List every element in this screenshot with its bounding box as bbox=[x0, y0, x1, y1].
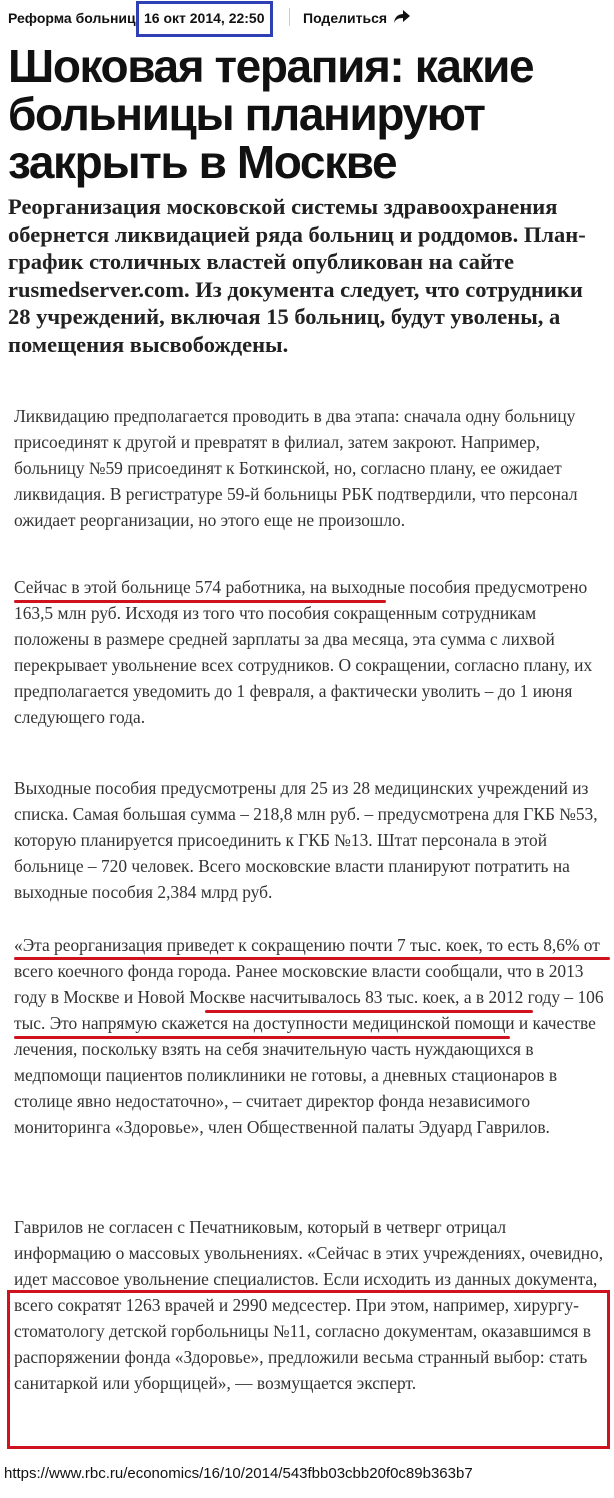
red-underline bbox=[205, 1010, 533, 1013]
article-meta-bar bbox=[6, 0, 606, 36]
article-lead: Реорганизация московской системы здравоохранения обернется ликвидацией ряда больниц и роддомов. План-график столичных властей опубликован на сайте rusmedserver.com. Из документа следует, что сотрудники 28 учреждений, включая 15 больниц, будут уволены, а помещения высвобождены. bbox=[8, 194, 586, 357]
rubric-link[interactable]: Реформа больниц bbox=[8, 10, 136, 26]
share-arrow-icon[interactable] bbox=[393, 7, 411, 25]
article-paragraph: «Эта реорганизация приведет к сокращению почти 7 тыс. коек, то есть 8,6% от всего коечного фонда города. Ранее московские власти сообщали, что в 2013 году в Москве и Новой Москве насчитывалось 83 тыс. коек, а в 2012 году – 106 тыс. Это напрямую скажется на доступности медицинской помощи и качестве лечения, поскольку взять на себя значительную часть нуждающихся в медпомощи пациентов поликлиники не готовы, а дневных стационаров в столице явно недостаточно», – считает директор фонда независимого мониторинга «Здоровье», член Общественной палаты Эдуард Гаврилов. bbox=[14, 935, 604, 1137]
article-paragraph: Сейчас в этой больнице 574 работника, на выходные пособия предусмотрено 163,5 млн руб. Исходя из того что пособия сокращенным сотрудникам положены в размере средней зарплаты за два месяца, эта сумма с лихвой перекрывает увольнение всех сотрудников. О сокращении, согласно плану, их предполагается уведомить до 1 февраля, а фактически уволить – до 1 июня следующего года. bbox=[14, 577, 593, 727]
publication-date: 16 окт 2014, 22:50 bbox=[144, 10, 265, 26]
article-paragraph: Выходные пособия предусмотрены для 25 из 28 медицинских учреждений из списка. Самая большая сумма – 218,8 млн руб. – предусмотрена для ГКБ №53, которую планируется присоединить к ГКБ №13. Штат персонала в этой больнице – 720 человек. Всего московские власти планируют потратить на выходные пособия 2,384 млрд руб. bbox=[14, 778, 598, 902]
source-url[interactable]: https://www.rbc.ru/economics/16/10/2014/543fbb03cbb20f0c89b363b7 bbox=[4, 1465, 473, 1482]
article-paragraph: Ликвидацию предполагается проводить в два этапа: сначала одну больницу присоединят к другой и превратят в филиал, затем закроют. Например, больницу №59 присоединят к Боткинской, но, согласно плану, ее ожидает ликвидация. В регистратуре 59-й больницы РБК подтвердили, что персонал ожидает реорганизации, но этого еще не произошло. bbox=[14, 406, 578, 530]
article-paragraph: Гаврилов не согласен с Печатниковым, который в четверг отрицал информацию о массовых увольнениях. «Сейчас в этих учреждениях, очевидно, идет массовое увольнение специалистов. Если исходить из данных документа, всего сократят 1263 врачей и 2990 медсестер. При этом, например, хирургу-стоматологу детской горбольницы №11, согласно документам, оказавшимся в распоряжении фонда «Здоровье», предложили весьма странный выбор: стать санитаркой или уборщицей», — возмущается эксперт. bbox=[14, 1217, 604, 1393]
share-button[interactable]: Поделиться bbox=[303, 10, 388, 26]
red-underline bbox=[14, 957, 610, 960]
red-highlight-box bbox=[7, 1290, 610, 1449]
red-underline bbox=[14, 1036, 510, 1039]
red-underline bbox=[14, 600, 386, 603]
divider bbox=[289, 8, 290, 26]
article-title: Шоковая терапия: какие больницы планируют закрыть в Москве bbox=[8, 40, 534, 188]
